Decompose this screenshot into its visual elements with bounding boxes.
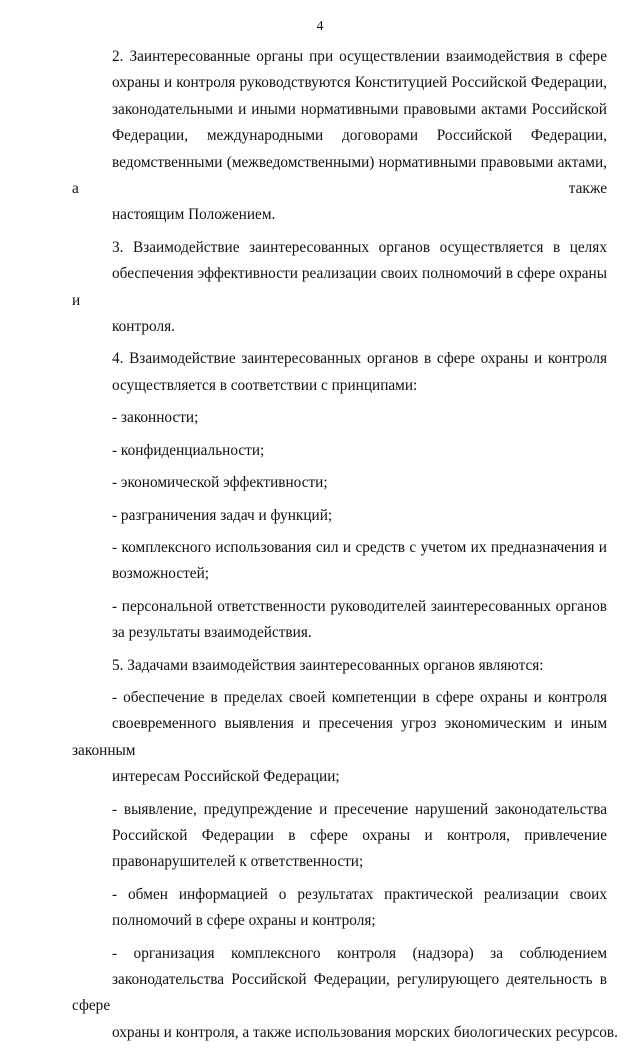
text-line: - персональной ответственности руководителей заинтересованных органов xyxy=(112,597,607,615)
paragraph-p4e xyxy=(72,535,607,588)
paragraph-p4 xyxy=(72,346,607,399)
text-line: - выявление, предупреждение и пресечение нарушений законодательства xyxy=(112,800,607,818)
paragraph-p5 xyxy=(72,653,607,679)
text-line: обеспечения эффективности реализации своих полномочий в сфере охраны и xyxy=(72,265,607,309)
text-line: - разграничения задач и функций; xyxy=(112,506,333,524)
text-line: 2. Заинтересованные органы при осуществлении взаимодействия в сфере xyxy=(112,48,607,65)
text-line: ведомственными (межведомственными) нормативными правовыми актами, а также xyxy=(72,153,607,198)
text-line: интересам Российской Федерации; xyxy=(112,768,340,786)
paragraph-p4d xyxy=(72,503,607,529)
text-line: осуществляется в соответствии с принципами: xyxy=(112,376,418,394)
text-line: - обмен информацией о результатах практической реализации своих xyxy=(112,885,607,903)
paragraph-p3 xyxy=(72,235,607,341)
text-line: правонарушителей к ответственности; xyxy=(112,853,364,871)
text-line: охраны и контроля руководствуются Конституцией Российской Федерации, xyxy=(112,74,607,92)
paragraph-p5d xyxy=(72,941,618,1047)
paragraph-p4c xyxy=(72,470,607,496)
text-line: Федерации, международными договорами Российской Федерации, xyxy=(112,127,607,145)
text-line: - организация комплексного контроля (надзора) за соблюдением xyxy=(112,944,607,962)
text-line: контроля. xyxy=(112,318,175,336)
document-body xyxy=(72,44,618,1052)
paragraph-p4b xyxy=(72,438,607,464)
paragraph-p5c xyxy=(72,882,607,935)
text-line: возможностей; xyxy=(112,565,210,583)
paragraph-p5b xyxy=(72,797,607,876)
text-line: - обеспечение в пределах своей компетенции в сфере охраны и контроля xyxy=(112,688,607,706)
text-line: 3. Взаимодействие заинтересованных органов осуществляется в целях xyxy=(112,238,607,256)
text-line: - конфиденциальности; xyxy=(112,441,265,459)
paragraph-p5a xyxy=(72,685,607,791)
text-line: законодательными и иными нормативными правовыми актами Российской xyxy=(112,100,607,118)
text-line: - комплексного использования сил и средств с учетом их предназначения и xyxy=(112,538,607,556)
text-line: охраны и контроля, а также использования морских биологических ресурсов. xyxy=(112,1023,618,1041)
text-line: Российской Федерации в сфере охраны и контроля, привлечение xyxy=(112,826,607,844)
text-line: настоящим Положением. xyxy=(112,206,276,224)
paragraph-p4f xyxy=(72,594,607,647)
text-line: 4. Взаимодействие заинтересованных органов в сфере охраны и контроля xyxy=(112,350,607,368)
paragraph-p2 xyxy=(72,44,607,229)
page-number: 4 xyxy=(316,19,324,34)
text-line: - законности; xyxy=(112,409,199,427)
text-line: своевременного выявления и пресечения угроз экономическим и иным законным xyxy=(72,715,607,759)
text-line: 5. Задачами взаимодействия заинтересованных органов являются: xyxy=(112,656,544,674)
text-line: - экономической эффективности; xyxy=(112,474,328,492)
paragraph-p4a xyxy=(72,405,607,431)
text-line: за результаты взаимодействия. xyxy=(112,624,312,642)
text-line: полномочий в сфере охраны и контроля; xyxy=(112,912,376,930)
text-line: законодательства Российской Федерации, регулирующего деятельность в сфере xyxy=(72,971,607,1015)
